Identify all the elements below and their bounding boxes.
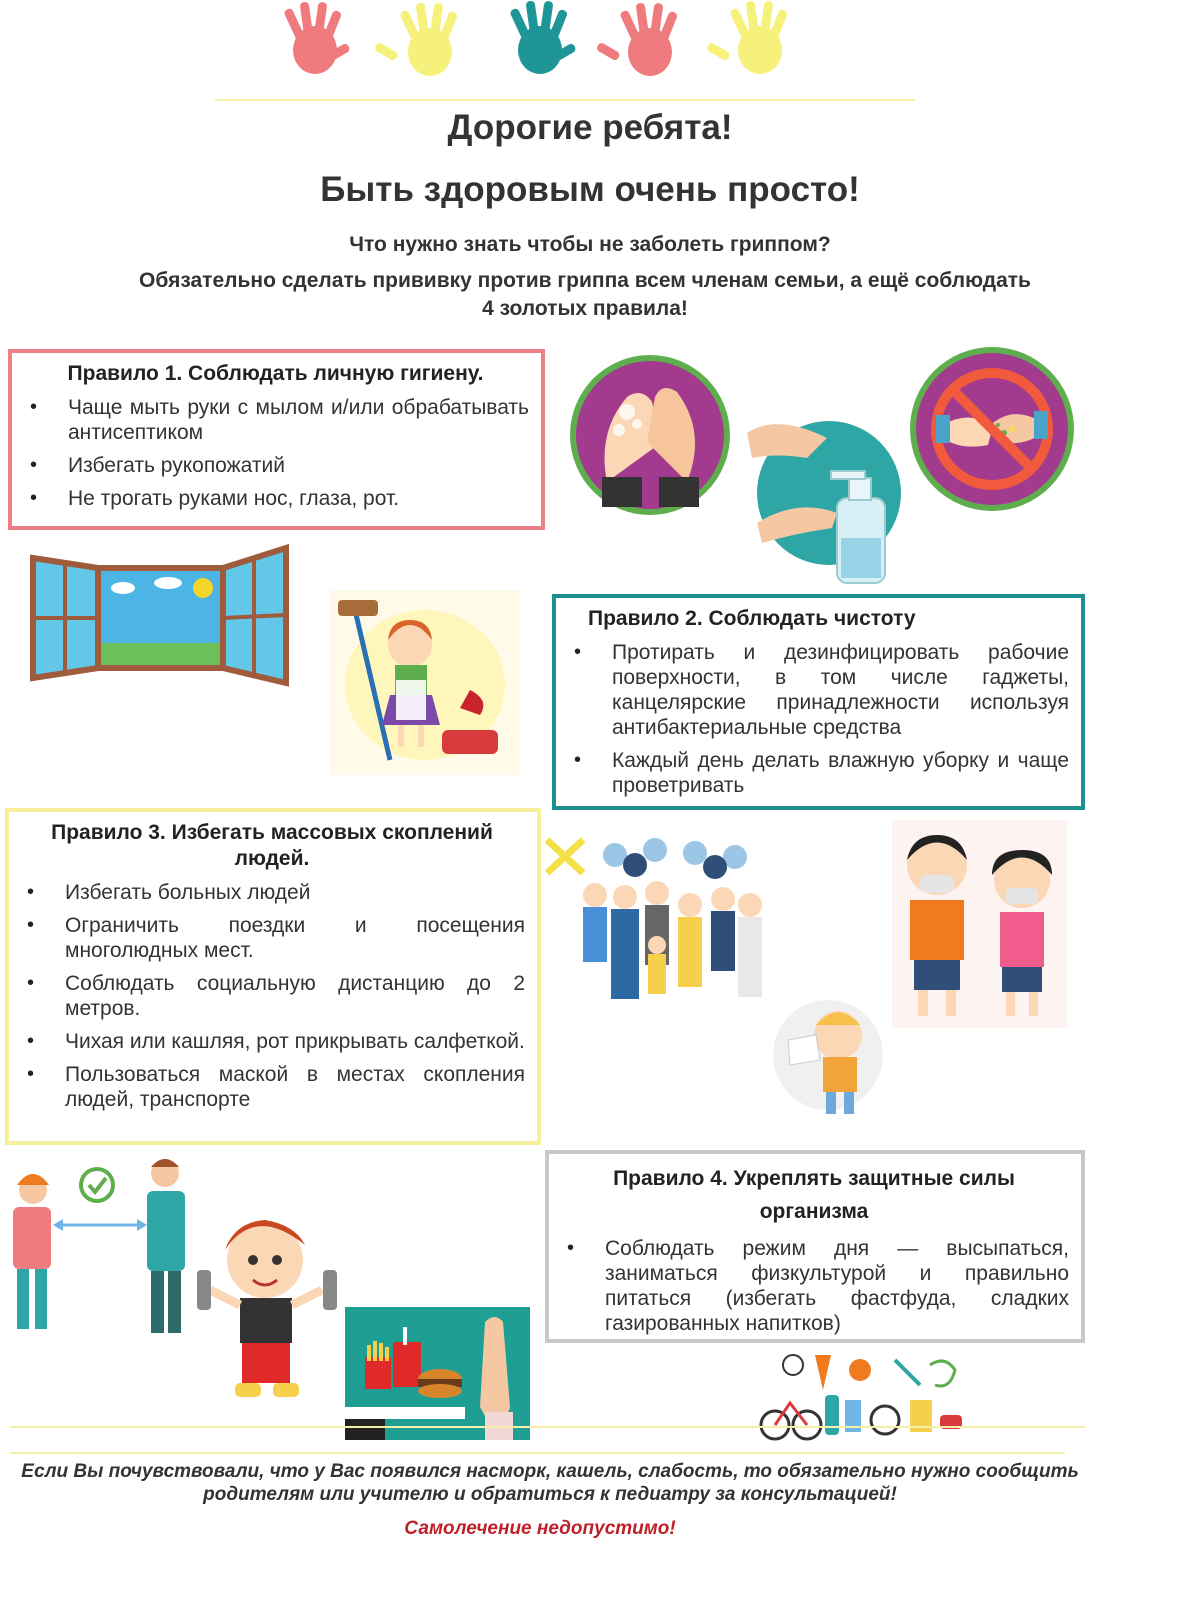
healthy-lifestyle-illustration: [745, 1345, 965, 1445]
crowd-illustration: [545, 835, 775, 1020]
intro-line-1: Обязательно сделать прививку против гриппа всем членам семьи, а ещё соблюдать: [139, 269, 1031, 292]
footer-line-2: родителям или учителю и обратиться к педиатру за консультацией!: [203, 1484, 897, 1505]
sanitizer-illustration: [737, 403, 912, 585]
rule-1-title: Правило 1. Соблюдать личную гигиену.: [67, 362, 484, 385]
rule-2-box: [552, 594, 1085, 810]
header-divider: [215, 99, 915, 101]
rule-3-item: • Пользоваться маской в местах скопления людей, транспорте: [65, 1062, 525, 1112]
rule-4-item: • Соблюдать режим дня — высыпаться, заниматься физкультурой и правильно питаться (избегать фастфуда, сладких газированных напитков): [605, 1236, 1069, 1336]
cleaning-girl-illustration: [330, 590, 520, 775]
intro-line-2: 4 золотых правила!: [482, 297, 688, 320]
rule-3-title: Правило 3. Избегать массовых скоплений людей.: [51, 821, 493, 870]
footer-divider: [10, 1452, 1065, 1454]
question-heading: Что нужно знать чтобы не заболеть гриппом?: [349, 233, 831, 256]
rule-2-item: • Протирать и дезинфицировать рабочие поверхности, в том числе гаджеты, канцелярские принадлежности используя антибактериальные средства: [612, 640, 1069, 740]
rule-1-item: • Избегать рукопожатий: [68, 453, 529, 478]
self-treatment-warning: Самолечение недопустимо!: [404, 1518, 676, 1539]
page-subtitle: Быть здоровым очень просто!: [320, 170, 860, 209]
masked-children-illustration: [892, 820, 1067, 1028]
rule-3-box: [5, 808, 541, 1145]
sneezing-child-illustration: [768, 995, 888, 1120]
handprints-illustration: [270, 0, 810, 90]
open-window-illustration: [28, 543, 293, 688]
rule-3-item: • Ограничить поездки и посещения многолюдных мест.: [65, 913, 525, 963]
footer-divider: [10, 1426, 1085, 1428]
rule-3-item: • Избегать больных людей: [65, 880, 525, 905]
no-fastfood-illustration: [345, 1307, 530, 1440]
exercise-boy-illustration: [195, 1210, 340, 1405]
rule-2-title: Правило 2. Соблюдать чистоту: [588, 607, 916, 630]
rule-3-item: • Чихая или кашляя, рот прикрывать салфеткой.: [65, 1029, 525, 1054]
rule-3-item: • Соблюдать социальную дистанцию до 2 метров.: [65, 971, 525, 1021]
footer-notice: [10, 1460, 1090, 1506]
no-handshake-icon: [908, 345, 1076, 513]
rule-1-item: • Не трогать руками нос, глаза, рот.: [68, 486, 529, 511]
social-distance-illustration: [5, 1155, 195, 1340]
rule-4-box: [545, 1150, 1085, 1343]
hand-washing-icon: [567, 352, 733, 518]
rule-2-item: • Каждый день делать влажную уборку и чаще проветривать: [612, 748, 1069, 798]
rule-1-box: [8, 349, 545, 530]
page-title: Дорогие ребята!: [447, 108, 733, 147]
intro-text: [40, 267, 1130, 323]
rule-1-item: • Чаще мыть руки с мылом и/или обрабатывать антисептиком: [68, 395, 529, 445]
footer-line-1: Если Вы почувствовали, что у Вас появился насморк, кашель, слабость, то обязательно нужно сообщить: [21, 1461, 1079, 1482]
rule-4-title: Правило 4. Укреплять защитные силы организма: [613, 1167, 1015, 1223]
